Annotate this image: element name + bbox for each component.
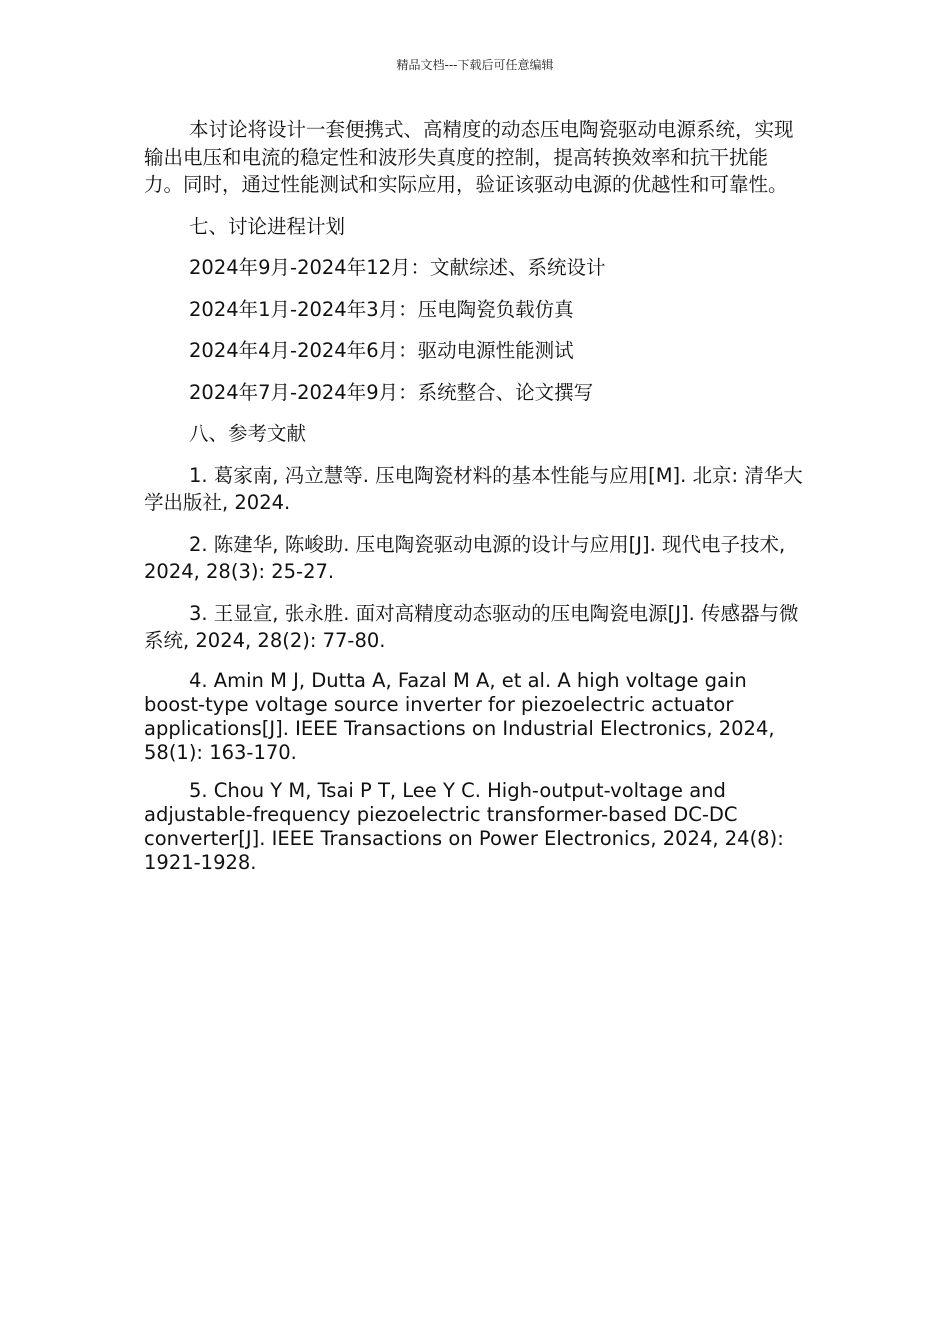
plan-heading: 七、讨论进程计划 [189,214,346,238]
references-heading: 八、参考文献 [189,422,307,445]
schedule-item: 2024年1月-2024年3月：压电陶瓷负载仿真 [189,297,574,321]
reference-item: 1. 葛家南, 冯立慧等. 压电陶瓷材料的基本性能与应用[M]. 北京: 清华大学出版社, 2024. [144,463,803,514]
schedule-item: 2024年4月-2024年6月：驱动电源性能测试 [189,339,574,362]
page-header: 精品文档---下载后可任意编辑 [396,58,554,72]
schedule-item: 2024年9月-2024年12月：文献综述、系统设计 [189,256,606,279]
schedule-list [144,254,804,406]
schedule-item: 2024年7月-2024年9月：系统整合、论文撰写 [189,380,594,404]
document-body [144,116,804,875]
reference-item: 2. 陈建华, 陈峻助. 压电陶瓷驱动电源的设计与应用[J]. 现代电子技术, 2024, 28(3): 25-27. [144,532,786,583]
intro-paragraph: 本讨论将设计一套便携式、高精度的动态压电陶瓷驱动电源系统，实现输出电压和电流的稳定性和波形失真度的控制，提高转换效率和抗干扰能力。同时，通过性能测试和实际应用，验证该驱动电源的优越性和可靠性。 [144,118,794,196]
reference-item: 3. 王显宣, 张永胜. 面对高精度动态驱动的压电陶瓷电源[J]. 传感器与微系统, 2024, 28(2): 77-80. [144,601,799,652]
reference-item: 5. Chou Y M, Tsai P T, Lee Y C. High-output-voltage and adjustable-frequency piezoelectric transformer-based DC-DC converter[J]. IEEE Transactions on Power Electronics, 2024, 24(8): 1921-1928. [144,778,784,874]
reference-item: 4. Amin M J, Dutta A, Fazal M A, et al. A high voltage gain boost-type voltage source inverter for piezoelectric actuator applications[J]. IEEE Transactions on Industrial Electronics, 2024, 58(1): 163-170. [144,668,775,764]
reference-list [144,462,804,875]
